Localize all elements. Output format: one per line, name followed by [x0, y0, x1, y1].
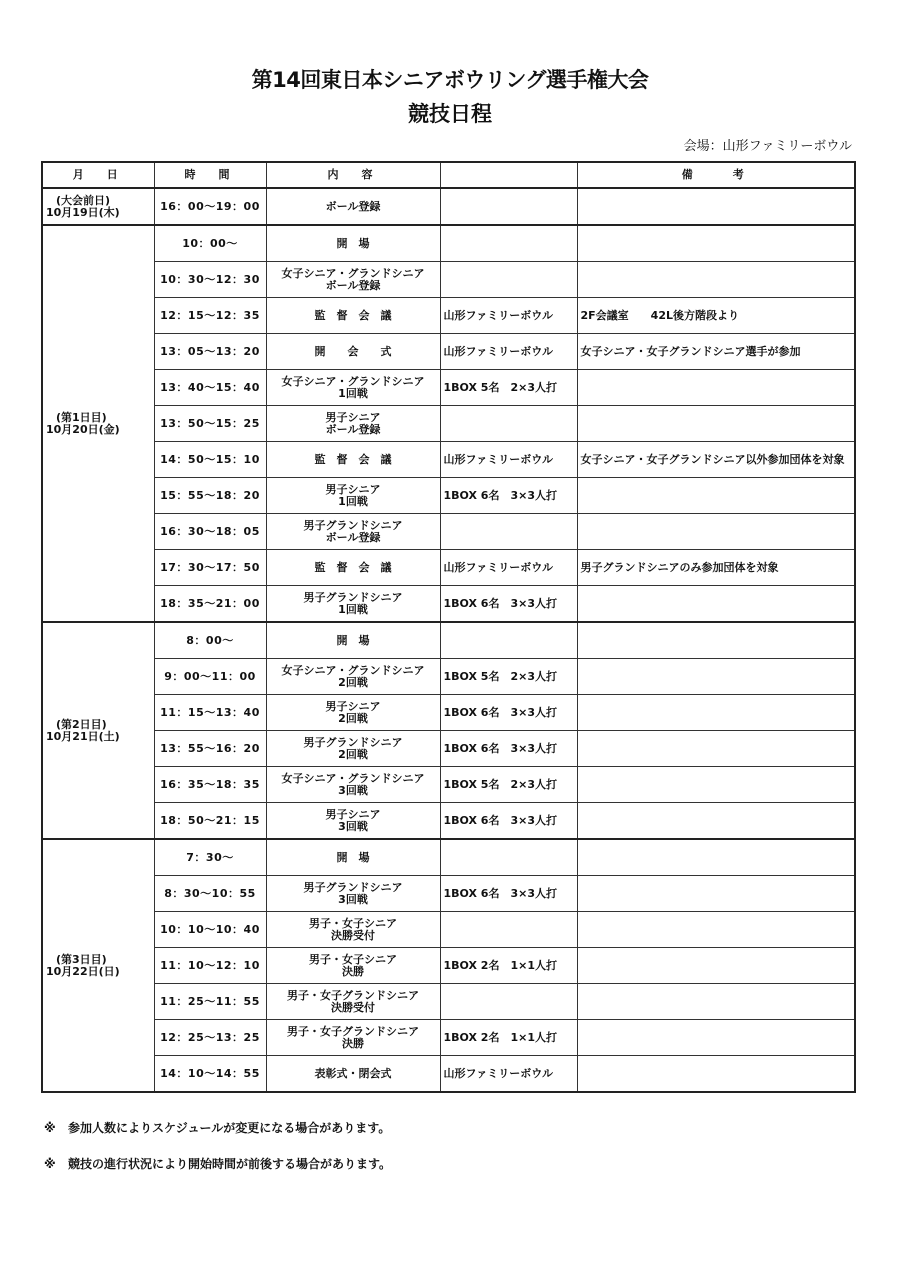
time-cell: 13：05〜13：20	[154, 334, 266, 370]
schedule-table	[41, 161, 856, 1093]
time-cell: 16：35〜18：35	[154, 767, 266, 803]
time-cell: 11：25〜11：55	[154, 984, 266, 1020]
schedule-row	[42, 406, 855, 442]
footnotes	[44, 1120, 391, 1192]
place-cell	[440, 839, 577, 876]
notes-cell: 女子シニア・女子グランドシニア以外参加団体を対象	[577, 442, 855, 478]
page-subtitle: 競技日程	[408, 102, 492, 126]
time-cell: 18：35〜21：00	[154, 586, 266, 623]
content-line: 決勝	[342, 1036, 364, 1050]
content-line: 男子シニア	[325, 699, 381, 713]
place-cell: 1BOX 6名 3×3人打	[440, 731, 577, 767]
time-cell: 18：50〜21：15	[154, 803, 266, 840]
content-line: 監 督 会 議	[314, 308, 392, 322]
notes-cell	[577, 586, 855, 623]
content-line: 3回戦	[338, 819, 368, 833]
time-cell: 8：00〜	[154, 622, 266, 659]
schedule-row	[42, 1020, 855, 1056]
content-cell	[266, 298, 440, 334]
content-line: ボール登録	[325, 530, 381, 544]
time-cell: 11：10〜12：10	[154, 948, 266, 984]
content-line: 男子グランドシニア	[303, 735, 403, 749]
header-date: 月 日	[42, 162, 154, 188]
notes-cell	[577, 731, 855, 767]
notes-cell	[577, 659, 855, 695]
content-line: 2回戦	[338, 711, 368, 725]
content-line: 男子・女子グランドシニア	[287, 988, 419, 1002]
schedule-row	[42, 586, 855, 623]
footnote-text: 競技の進行状況により開始時間が前後する場合があります。	[68, 1157, 392, 1171]
notes-cell	[577, 695, 855, 731]
content-cell	[266, 984, 440, 1020]
content-line: 男子・女子シニア	[309, 952, 397, 966]
content-line: 3回戦	[338, 892, 368, 906]
place-cell: 山形ファミリーボウル	[440, 442, 577, 478]
schedule-row	[42, 514, 855, 550]
place-cell	[440, 622, 577, 659]
header-row	[42, 162, 855, 188]
content-cell	[266, 188, 440, 225]
time-cell: 13：55〜16：20	[154, 731, 266, 767]
content-line: 2回戦	[338, 675, 368, 689]
day-date: 10月21日(土)	[46, 729, 120, 743]
place-cell	[440, 406, 577, 442]
content-line: 監 督 会 議	[314, 452, 392, 466]
schedule-row	[42, 839, 855, 876]
content-line: 決勝受付	[331, 1000, 375, 1014]
content-line: 男子・女子グランドシニア	[287, 1024, 419, 1038]
place-cell: 1BOX 6名 3×3人打	[440, 803, 577, 840]
time-cell: 13：40〜15：40	[154, 370, 266, 406]
content-cell	[266, 659, 440, 695]
content-cell	[266, 478, 440, 514]
place-cell: 1BOX 2名 1×1人打	[440, 1020, 577, 1056]
time-cell: 8：30〜10：55	[154, 876, 266, 912]
content-line: 開 場	[336, 236, 370, 250]
content-cell	[266, 550, 440, 586]
content-cell	[266, 406, 440, 442]
place-cell: 1BOX 6名 3×3人打	[440, 586, 577, 623]
notes-cell	[577, 622, 855, 659]
schedule-row	[42, 876, 855, 912]
schedule-row	[42, 912, 855, 948]
content-line: 開 場	[336, 850, 370, 864]
notes-cell	[577, 948, 855, 984]
schedule-row	[42, 984, 855, 1020]
content-line: 1回戦	[338, 602, 368, 616]
content-line: 監 督 会 議	[314, 560, 392, 574]
place-cell: 山形ファミリーボウル	[440, 1056, 577, 1093]
place-cell	[440, 262, 577, 298]
header-time: 時 間	[154, 162, 266, 188]
schedule-row	[42, 550, 855, 586]
time-cell: 14：50〜15：10	[154, 442, 266, 478]
place-cell: 山形ファミリーボウル	[440, 334, 577, 370]
content-cell	[266, 803, 440, 840]
content-line: 決勝受付	[331, 928, 375, 942]
day-label: (大会前日)	[56, 193, 111, 207]
time-cell: 15：55〜18：20	[154, 478, 266, 514]
schedule-row	[42, 478, 855, 514]
content-line: 1回戦	[338, 494, 368, 508]
footnote-text: 参加人数によりスケジュールが変更になる場合があります。	[68, 1121, 391, 1135]
footnote-mark: ※	[44, 1157, 56, 1171]
footnote	[44, 1120, 391, 1156]
notes-cell	[577, 262, 855, 298]
content-cell	[266, 225, 440, 262]
content-cell	[266, 767, 440, 803]
time-cell: 9：00〜11：00	[154, 659, 266, 695]
notes-cell	[577, 767, 855, 803]
place-cell: 1BOX 5名 2×3人打	[440, 767, 577, 803]
content-line: 表彰式・閉会式	[314, 1066, 392, 1080]
content-cell	[266, 514, 440, 550]
content-line: 1回戦	[338, 386, 368, 400]
notes-cell	[577, 803, 855, 840]
content-line: ボール登録	[325, 422, 381, 436]
content-cell	[266, 948, 440, 984]
page-title: 第14回東日本シニアボウリング選手権大会	[251, 68, 649, 92]
content-cell	[266, 695, 440, 731]
title-block	[0, 64, 900, 130]
schedule-row	[42, 298, 855, 334]
place-cell	[440, 225, 577, 262]
content-cell	[266, 876, 440, 912]
time-cell: 13：50〜15：25	[154, 406, 266, 442]
content-line: 女子シニア・グランドシニア	[281, 374, 425, 388]
content-line: 男子グランドシニア	[303, 518, 403, 532]
day-cell	[42, 188, 154, 225]
notes-cell	[577, 1020, 855, 1056]
place-cell: 山形ファミリーボウル	[440, 298, 577, 334]
venue-label: 会場：山形ファミリーボウル	[683, 139, 852, 154]
notes-cell	[577, 478, 855, 514]
time-cell: 16：00〜19：00	[154, 188, 266, 225]
content-cell	[266, 586, 440, 623]
time-cell: 14：10〜14：55	[154, 1056, 266, 1093]
notes-cell: 男子グランドシニアのみ参加団体を対象	[577, 550, 855, 586]
time-cell: 11：15〜13：40	[154, 695, 266, 731]
notes-cell	[577, 984, 855, 1020]
notes-cell: 2F会議室 42L後方階段より	[577, 298, 855, 334]
place-cell: 1BOX 6名 3×3人打	[440, 876, 577, 912]
schedule-row	[42, 370, 855, 406]
content-line: 女子シニア・グランドシニア	[281, 266, 425, 280]
schedule-row	[42, 948, 855, 984]
notes-cell	[577, 188, 855, 225]
content-cell	[266, 442, 440, 478]
content-cell	[266, 622, 440, 659]
content-cell	[266, 839, 440, 876]
header-notes: 備 考	[577, 162, 855, 188]
content-cell	[266, 1020, 440, 1056]
content-cell	[266, 262, 440, 298]
time-cell: 7：30〜	[154, 839, 266, 876]
content-cell	[266, 370, 440, 406]
content-line: 男子シニア	[325, 807, 381, 821]
footnote	[44, 1156, 391, 1192]
content-cell	[266, 334, 440, 370]
header-content: 内 容	[266, 162, 440, 188]
place-cell: 1BOX 5名 2×3人打	[440, 370, 577, 406]
schedule-row	[42, 188, 855, 225]
content-line: 決勝	[342, 964, 364, 978]
notes-cell	[577, 876, 855, 912]
notes-cell	[577, 912, 855, 948]
place-cell: 山形ファミリーボウル	[440, 550, 577, 586]
schedule-row	[42, 731, 855, 767]
content-line: 2回戦	[338, 747, 368, 761]
day-cell	[42, 225, 154, 622]
content-line: 開 場	[336, 633, 370, 647]
content-line: ボール登録	[325, 199, 381, 213]
content-line: 開 会 式	[314, 344, 392, 358]
content-line: 男子グランドシニア	[303, 880, 403, 894]
header-place	[440, 162, 577, 188]
content-cell	[266, 731, 440, 767]
content-line: 3回戦	[338, 783, 368, 797]
day-cell	[42, 622, 154, 839]
time-cell: 10：10〜10：40	[154, 912, 266, 948]
time-cell: 10：30〜12：30	[154, 262, 266, 298]
place-cell	[440, 514, 577, 550]
schedule-row	[42, 262, 855, 298]
place-cell: 1BOX 2名 1×1人打	[440, 948, 577, 984]
place-cell: 1BOX 6名 3×3人打	[440, 478, 577, 514]
schedule-row	[42, 225, 855, 262]
schedule-row	[42, 622, 855, 659]
schedule-row	[42, 695, 855, 731]
notes-cell	[577, 225, 855, 262]
day-label: (第2日目)	[56, 717, 107, 731]
content-line: 男子グランドシニア	[303, 590, 403, 604]
content-cell	[266, 1056, 440, 1093]
content-line: 男子・女子シニア	[309, 916, 397, 930]
time-cell: 16：30〜18：05	[154, 514, 266, 550]
day-label: (第3日目)	[56, 952, 107, 966]
time-cell: 12：25〜13：25	[154, 1020, 266, 1056]
content-line: 女子シニア・グランドシニア	[281, 771, 425, 785]
content-line: 女子シニア・グランドシニア	[281, 663, 425, 677]
place-cell	[440, 984, 577, 1020]
day-label: (第1日目)	[56, 410, 107, 424]
notes-cell	[577, 839, 855, 876]
time-cell: 10：00〜	[154, 225, 266, 262]
schedule-row	[42, 334, 855, 370]
place-cell	[440, 188, 577, 225]
time-cell: 17：30〜17：50	[154, 550, 266, 586]
place-cell	[440, 912, 577, 948]
content-line: 男子シニア	[325, 410, 381, 424]
schedule-row	[42, 1056, 855, 1093]
day-date: 10月22日(日)	[46, 964, 120, 978]
place-cell: 1BOX 6名 3×3人打	[440, 695, 577, 731]
schedule-row	[42, 442, 855, 478]
content-line: ボール登録	[325, 278, 381, 292]
content-line: 男子シニア	[325, 482, 381, 496]
place-cell: 1BOX 5名 2×3人打	[440, 659, 577, 695]
footnote-mark: ※	[44, 1121, 56, 1135]
time-cell: 12：15〜12：35	[154, 298, 266, 334]
notes-cell	[577, 406, 855, 442]
content-cell	[266, 912, 440, 948]
day-date: 10月20日(金)	[46, 422, 120, 436]
notes-cell	[577, 1056, 855, 1093]
day-cell	[42, 839, 154, 1092]
schedule-row	[42, 659, 855, 695]
schedule-body	[42, 188, 855, 1092]
notes-cell: 女子シニア・女子グランドシニア選手が参加	[577, 334, 855, 370]
schedule-row	[42, 803, 855, 840]
schedule-row	[42, 767, 855, 803]
day-date: 10月19日(木)	[46, 205, 120, 219]
notes-cell	[577, 514, 855, 550]
notes-cell	[577, 370, 855, 406]
